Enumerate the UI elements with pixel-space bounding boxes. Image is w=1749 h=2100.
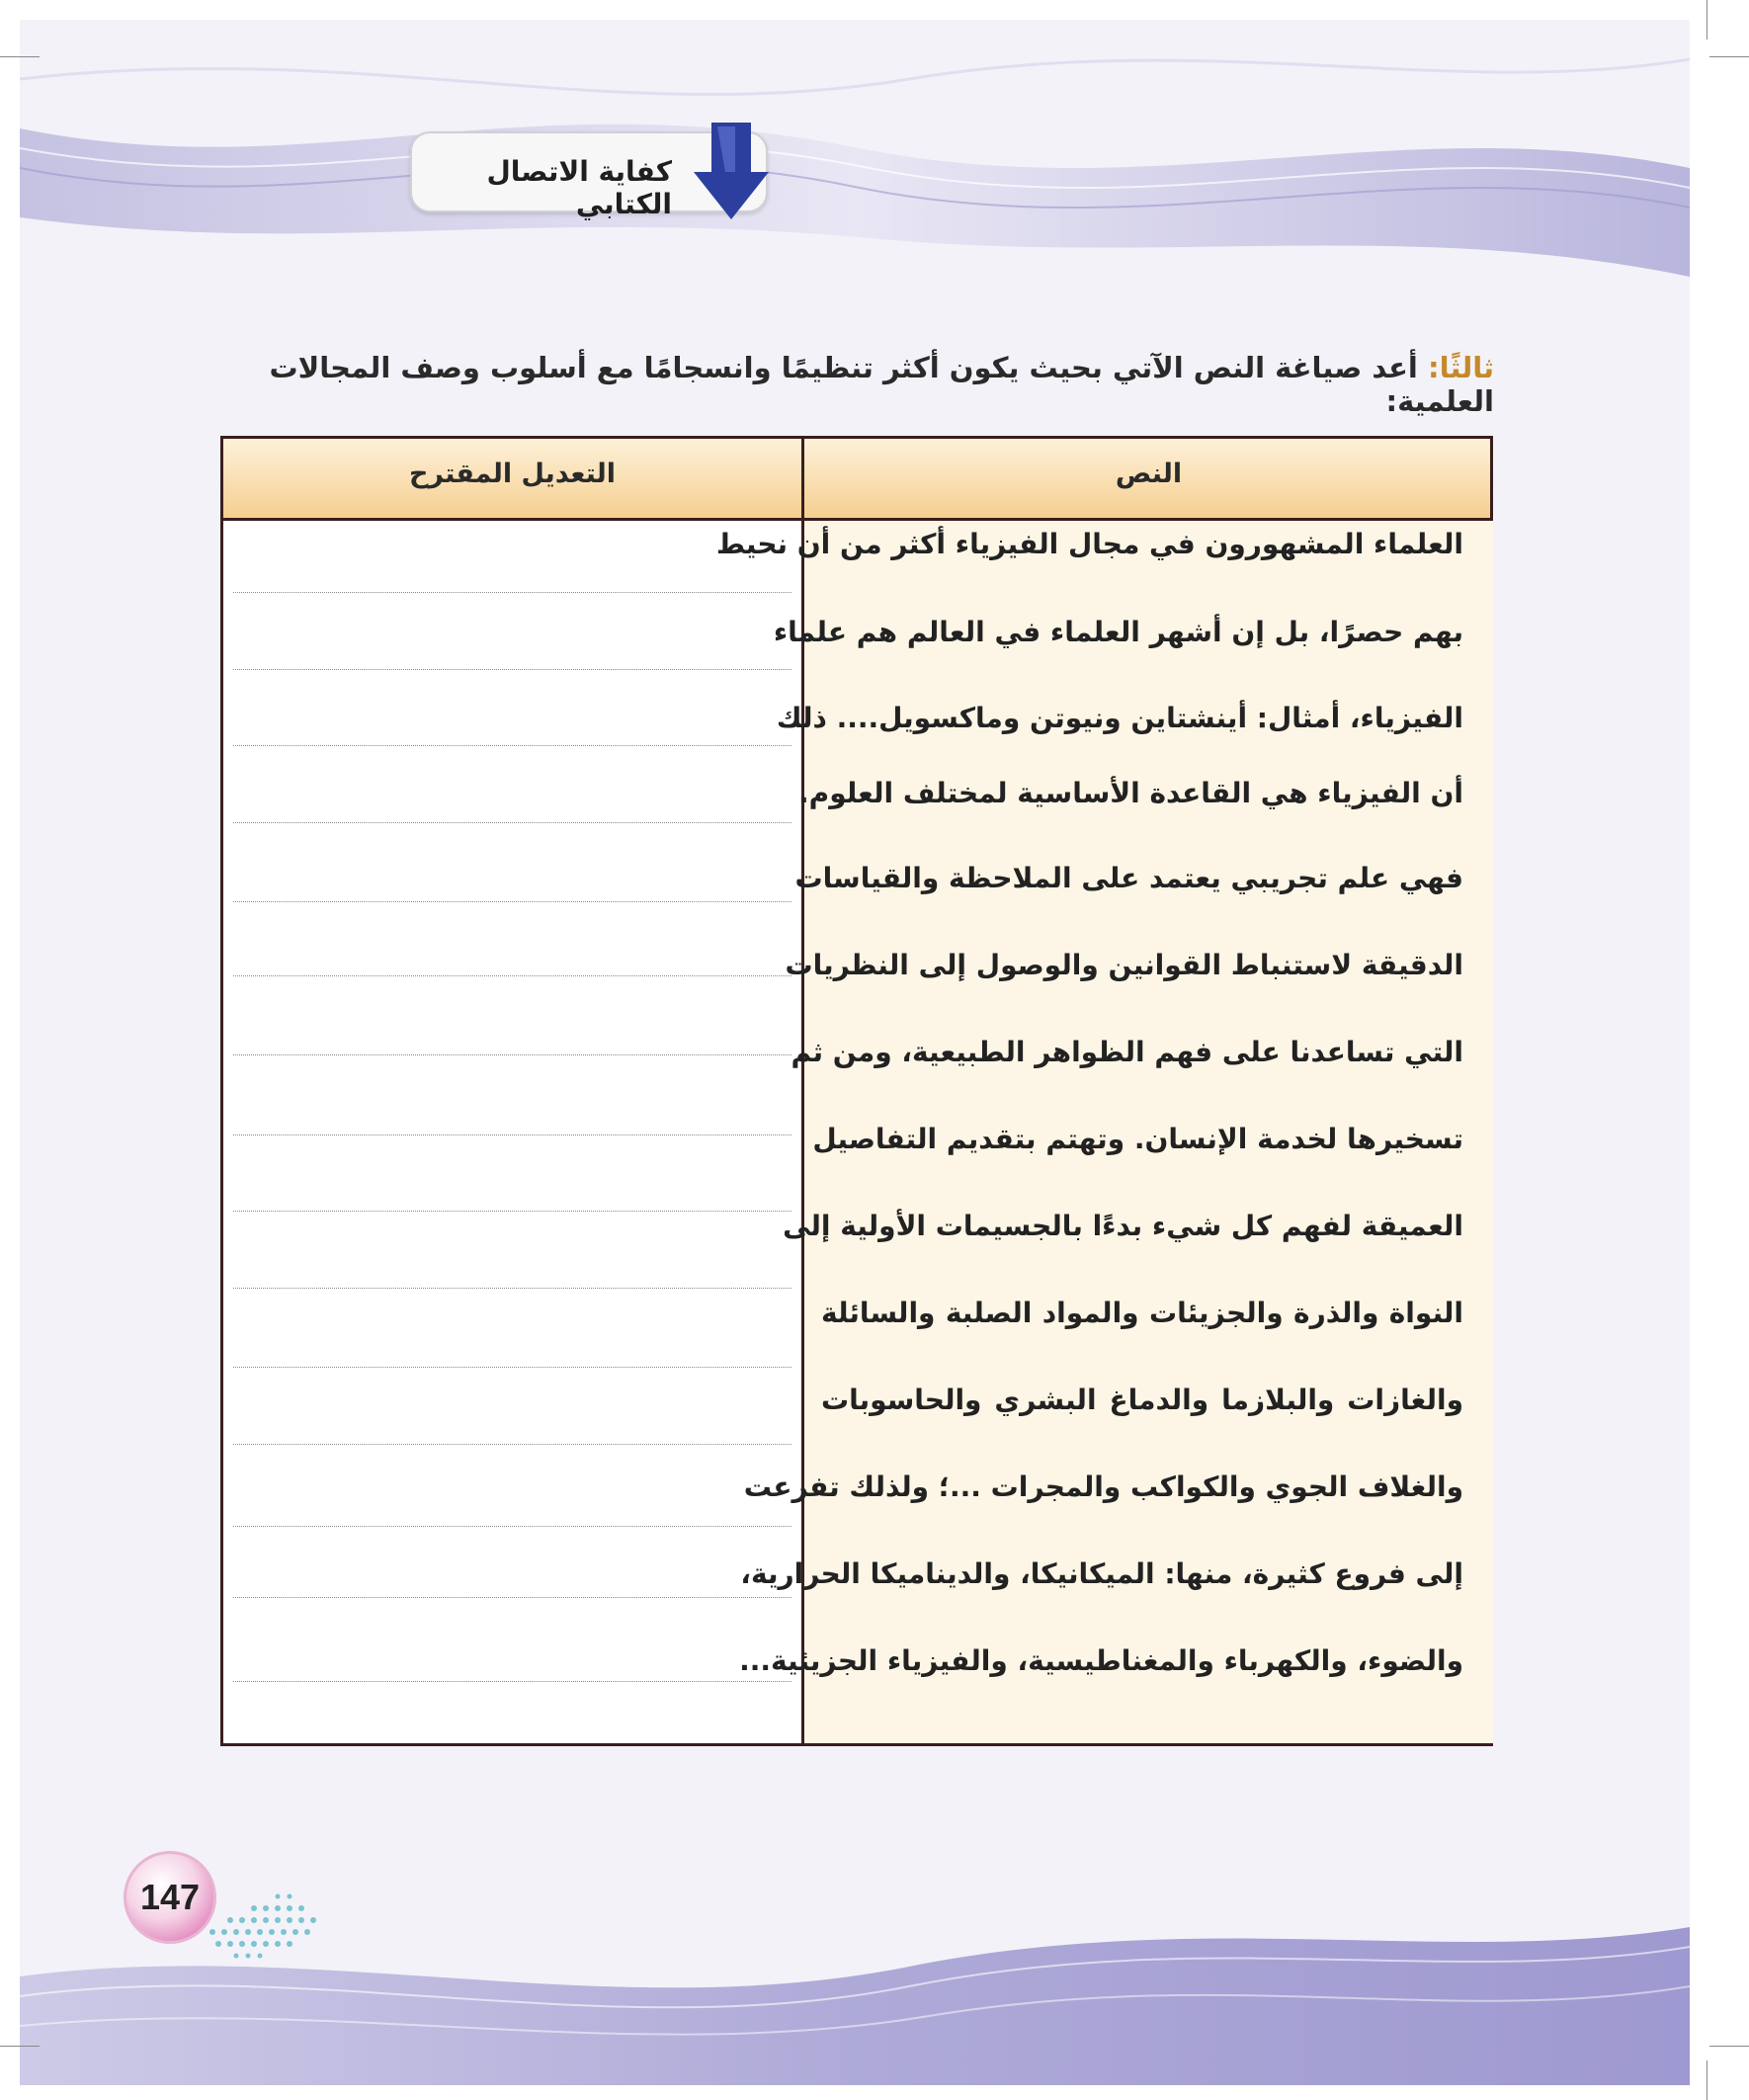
arrow-down-icon (692, 123, 771, 221)
section-title: كفاية الاتصال الكتابي (486, 155, 672, 220)
text-line: الفيزياء، أمثال: أينشتاين ونيوتن وماكسويل.... ذلك (776, 702, 1463, 734)
answer-line[interactable] (233, 745, 791, 746)
top-wave-decoration (20, 20, 1690, 287)
answer-line[interactable] (233, 1134, 791, 1135)
crop-mark (0, 56, 40, 57)
answer-line[interactable] (233, 1211, 791, 1212)
answer-line[interactable] (233, 822, 791, 823)
page-number: 147 (139, 1877, 201, 1917)
text-line: الدقيقة لاستنباط القوانين والوصول إلى النظريات (785, 949, 1463, 981)
text-line: والغازات والبلازما والدماغ البشري والحاسوبات (821, 1384, 1463, 1416)
header-suggested-edit: التعديل المقترح (408, 459, 617, 489)
answer-line[interactable] (233, 1288, 791, 1289)
text-line: التي تساعدنا على فهم الظواهر الطبيعية، ومن ثم (791, 1036, 1463, 1068)
crop-mark (1709, 2046, 1749, 2047)
answer-line[interactable] (233, 669, 791, 670)
answer-line[interactable] (233, 1367, 791, 1368)
text-line: العلماء المشهورون في مجال الفيزياء أكثر من أن نحيط (715, 528, 1463, 560)
text-line: بهم حصرًا، بل إن أشهر العلماء في العالم هم علماء (773, 616, 1463, 648)
answer-line[interactable] (233, 1526, 791, 1527)
crop-mark (0, 2046, 40, 2047)
table-header-row (223, 439, 1490, 521)
text-line: تسخيرها لخدمة الإنسان. وتهتم بتقديم التفاصيل (812, 1123, 1463, 1155)
text-line: أن الفيزياء هي القاعدة الأساسية لمختلف العلوم. (798, 777, 1463, 809)
answer-line[interactable] (233, 592, 791, 593)
answer-line[interactable] (233, 901, 791, 902)
answer-line[interactable] (233, 1597, 791, 1598)
text-line: إلى فروع كثيرة، منها: الميكانيكا، والديناميكا الحرارية، (740, 1557, 1463, 1590)
crop-mark (1709, 56, 1749, 57)
header-text: النص (1115, 459, 1183, 489)
rewrite-table (220, 436, 1493, 1746)
answer-line[interactable] (233, 1681, 791, 1682)
text-line: العميقة لفهم كل شيء بدءًا بالجسيمات الأولية إلى (783, 1210, 1463, 1242)
text-line: النواة والذرة والجزيئات والمواد الصلبة والسائلة (821, 1297, 1463, 1329)
answer-line[interactable] (233, 975, 791, 976)
exercise-instruction (209, 351, 1494, 418)
answer-line[interactable] (233, 1054, 791, 1055)
dots-decoration-icon (203, 1892, 331, 1962)
instruction-text: أعد صياغة النص الآتي بحيث يكون أكثر تنظيمًا وانسجامًا مع أسلوب وصف المجالات العلمية: (269, 351, 1494, 418)
text-line: والغلاف الجوي والكواكب والمجرات ...؛ ولذلك تفرعت (743, 1470, 1463, 1503)
text-column (715, 521, 1493, 1743)
text-line: فهي علم تجريبي يعتمد على الملاحظة والقياسات (794, 862, 1463, 894)
answer-line[interactable] (233, 1444, 791, 1445)
instruction-prefix: ثالثًا: (1428, 351, 1494, 384)
text-line: والضوء، والكهرباء والمغناطيسية، والفيزياء الجزيئية... (739, 1644, 1463, 1677)
